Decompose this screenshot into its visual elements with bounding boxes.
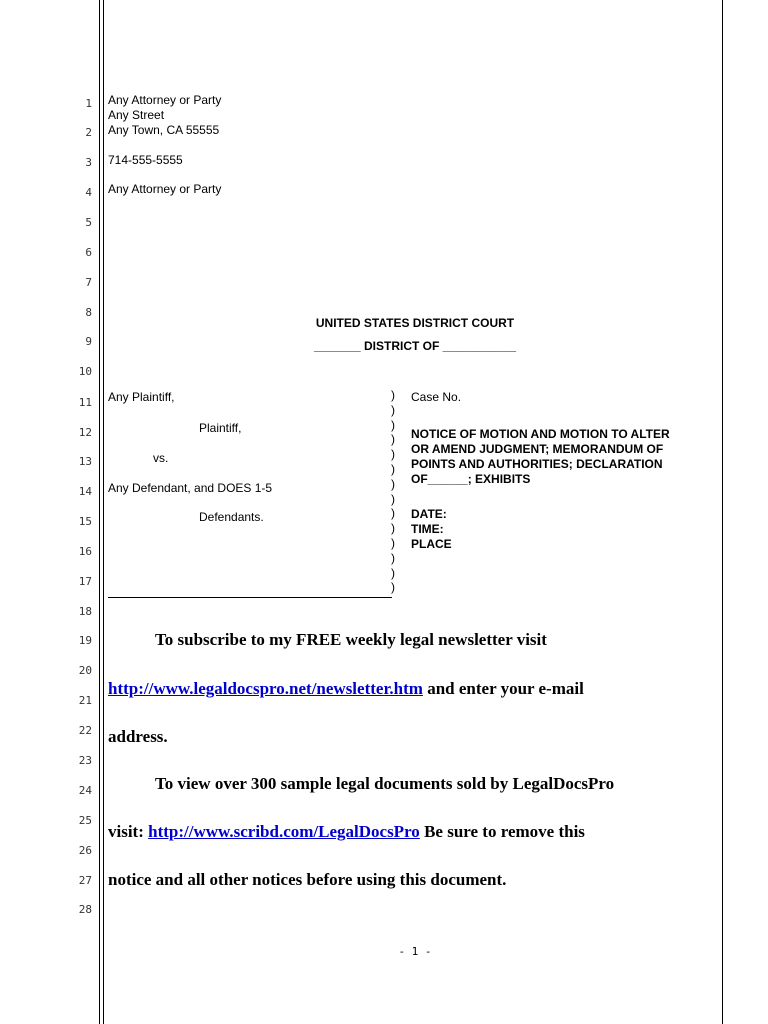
motion-title-line: OF______; EXHIBITS — [411, 472, 531, 486]
line-number: 5 — [85, 216, 92, 229]
motion-title — [411, 427, 701, 487]
line-number: 12 — [78, 426, 92, 439]
attorney-for: Any Attorney or Party — [108, 182, 222, 196]
line-number: 22 — [78, 724, 92, 737]
line-number: 24 — [78, 784, 92, 797]
notice-text: Be sure to remove this — [419, 822, 585, 841]
attorney-street: Any Street — [108, 108, 165, 122]
notice-line-6 — [108, 870, 708, 890]
line-number: 25 — [78, 814, 92, 827]
hearing-time: TIME: — [411, 522, 444, 536]
plaintiff-name: Any Plaintiff, — [108, 390, 175, 404]
hearing-place: PLACE — [411, 537, 452, 551]
newsletter-link[interactable]: http://www.legaldocspro.net/newsletter.htm — [108, 679, 423, 698]
line-number: 27 — [78, 874, 92, 887]
left-margin-rule-inner — [103, 0, 104, 1024]
line-number: 3 — [85, 156, 92, 169]
case-number-label: Case No. — [411, 390, 462, 404]
court-name: UNITED STATES DISTRICT COURT — [315, 316, 515, 330]
defendant-label: Defendants. — [199, 510, 264, 524]
notice-line-5 — [108, 822, 708, 842]
motion-title-line: NOTICE OF MOTION AND MOTION TO ALTER — [411, 427, 670, 441]
line-number: 16 — [78, 545, 92, 558]
notice-text: To view over 300 sample legal documents sold by LegalDocsPro — [155, 774, 615, 793]
line-number: 2 — [85, 126, 92, 139]
line-number: 13 — [78, 455, 92, 468]
right-margin-rule — [722, 0, 723, 1024]
line-number: 14 — [78, 485, 92, 498]
line-number: 17 — [78, 575, 92, 588]
line-number: 20 — [78, 664, 92, 677]
notice-text: notice and all other notices before using this document. — [108, 870, 507, 889]
scribd-link[interactable]: http://www.scribd.com/LegalDocsPro — [148, 822, 420, 841]
line-number: 28 — [78, 903, 92, 916]
line-number: 6 — [85, 246, 92, 259]
line-number: 11 — [78, 396, 92, 409]
line-number: 21 — [78, 694, 92, 707]
caption-parentheses: ) ) ) ) ) ) ) ) ) ) ) ) ) ) — [391, 388, 395, 595]
notice-line-4 — [155, 774, 755, 794]
page-number: - 1 - — [398, 945, 432, 958]
line-number: 8 — [85, 306, 92, 319]
plaintiff-label: Plaintiff, — [199, 421, 242, 435]
notice-text: visit: — [108, 822, 149, 841]
attorney-city: Any Town, CA 55555 — [108, 123, 220, 137]
notice-line-3 — [108, 727, 708, 747]
notice-text: address. — [108, 727, 168, 746]
attorney-phone: 714-555-5555 — [108, 153, 183, 167]
left-margin-rule-outer — [99, 0, 100, 1024]
hearing-info — [411, 507, 452, 552]
line-number: 15 — [78, 515, 92, 528]
notice-text: and enter your e-mail — [422, 679, 584, 698]
line-number: 26 — [78, 844, 92, 857]
line-numbers — [0, 0, 92, 1024]
line-number: 23 — [78, 754, 92, 767]
court-district: _______ DISTRICT OF ___________ — [313, 339, 517, 353]
versus-label: vs. — [153, 451, 169, 465]
attorney-name: Any Attorney or Party — [108, 93, 222, 107]
line-number: 1 — [85, 97, 92, 110]
line-number: 19 — [78, 634, 92, 647]
hearing-date: DATE: — [411, 507, 447, 521]
motion-title-line: POINTS AND AUTHORITIES; DECLARATION — [411, 457, 663, 471]
notice-line-2 — [108, 679, 708, 699]
motion-title-line: OR AMEND JUDGMENT; MEMORANDUM OF — [411, 442, 664, 456]
notice-line-1 — [155, 630, 755, 650]
line-number: 7 — [85, 276, 92, 289]
line-number: 4 — [85, 186, 92, 199]
caption-rule — [108, 597, 392, 598]
notice-text: To subscribe to my FREE weekly legal newsletter visit — [155, 630, 547, 649]
defendant-name: Any Defendant, and DOES 1-5 — [108, 481, 273, 495]
line-number: 9 — [85, 335, 92, 348]
line-number: 18 — [78, 605, 92, 618]
line-number: 10 — [78, 365, 92, 378]
